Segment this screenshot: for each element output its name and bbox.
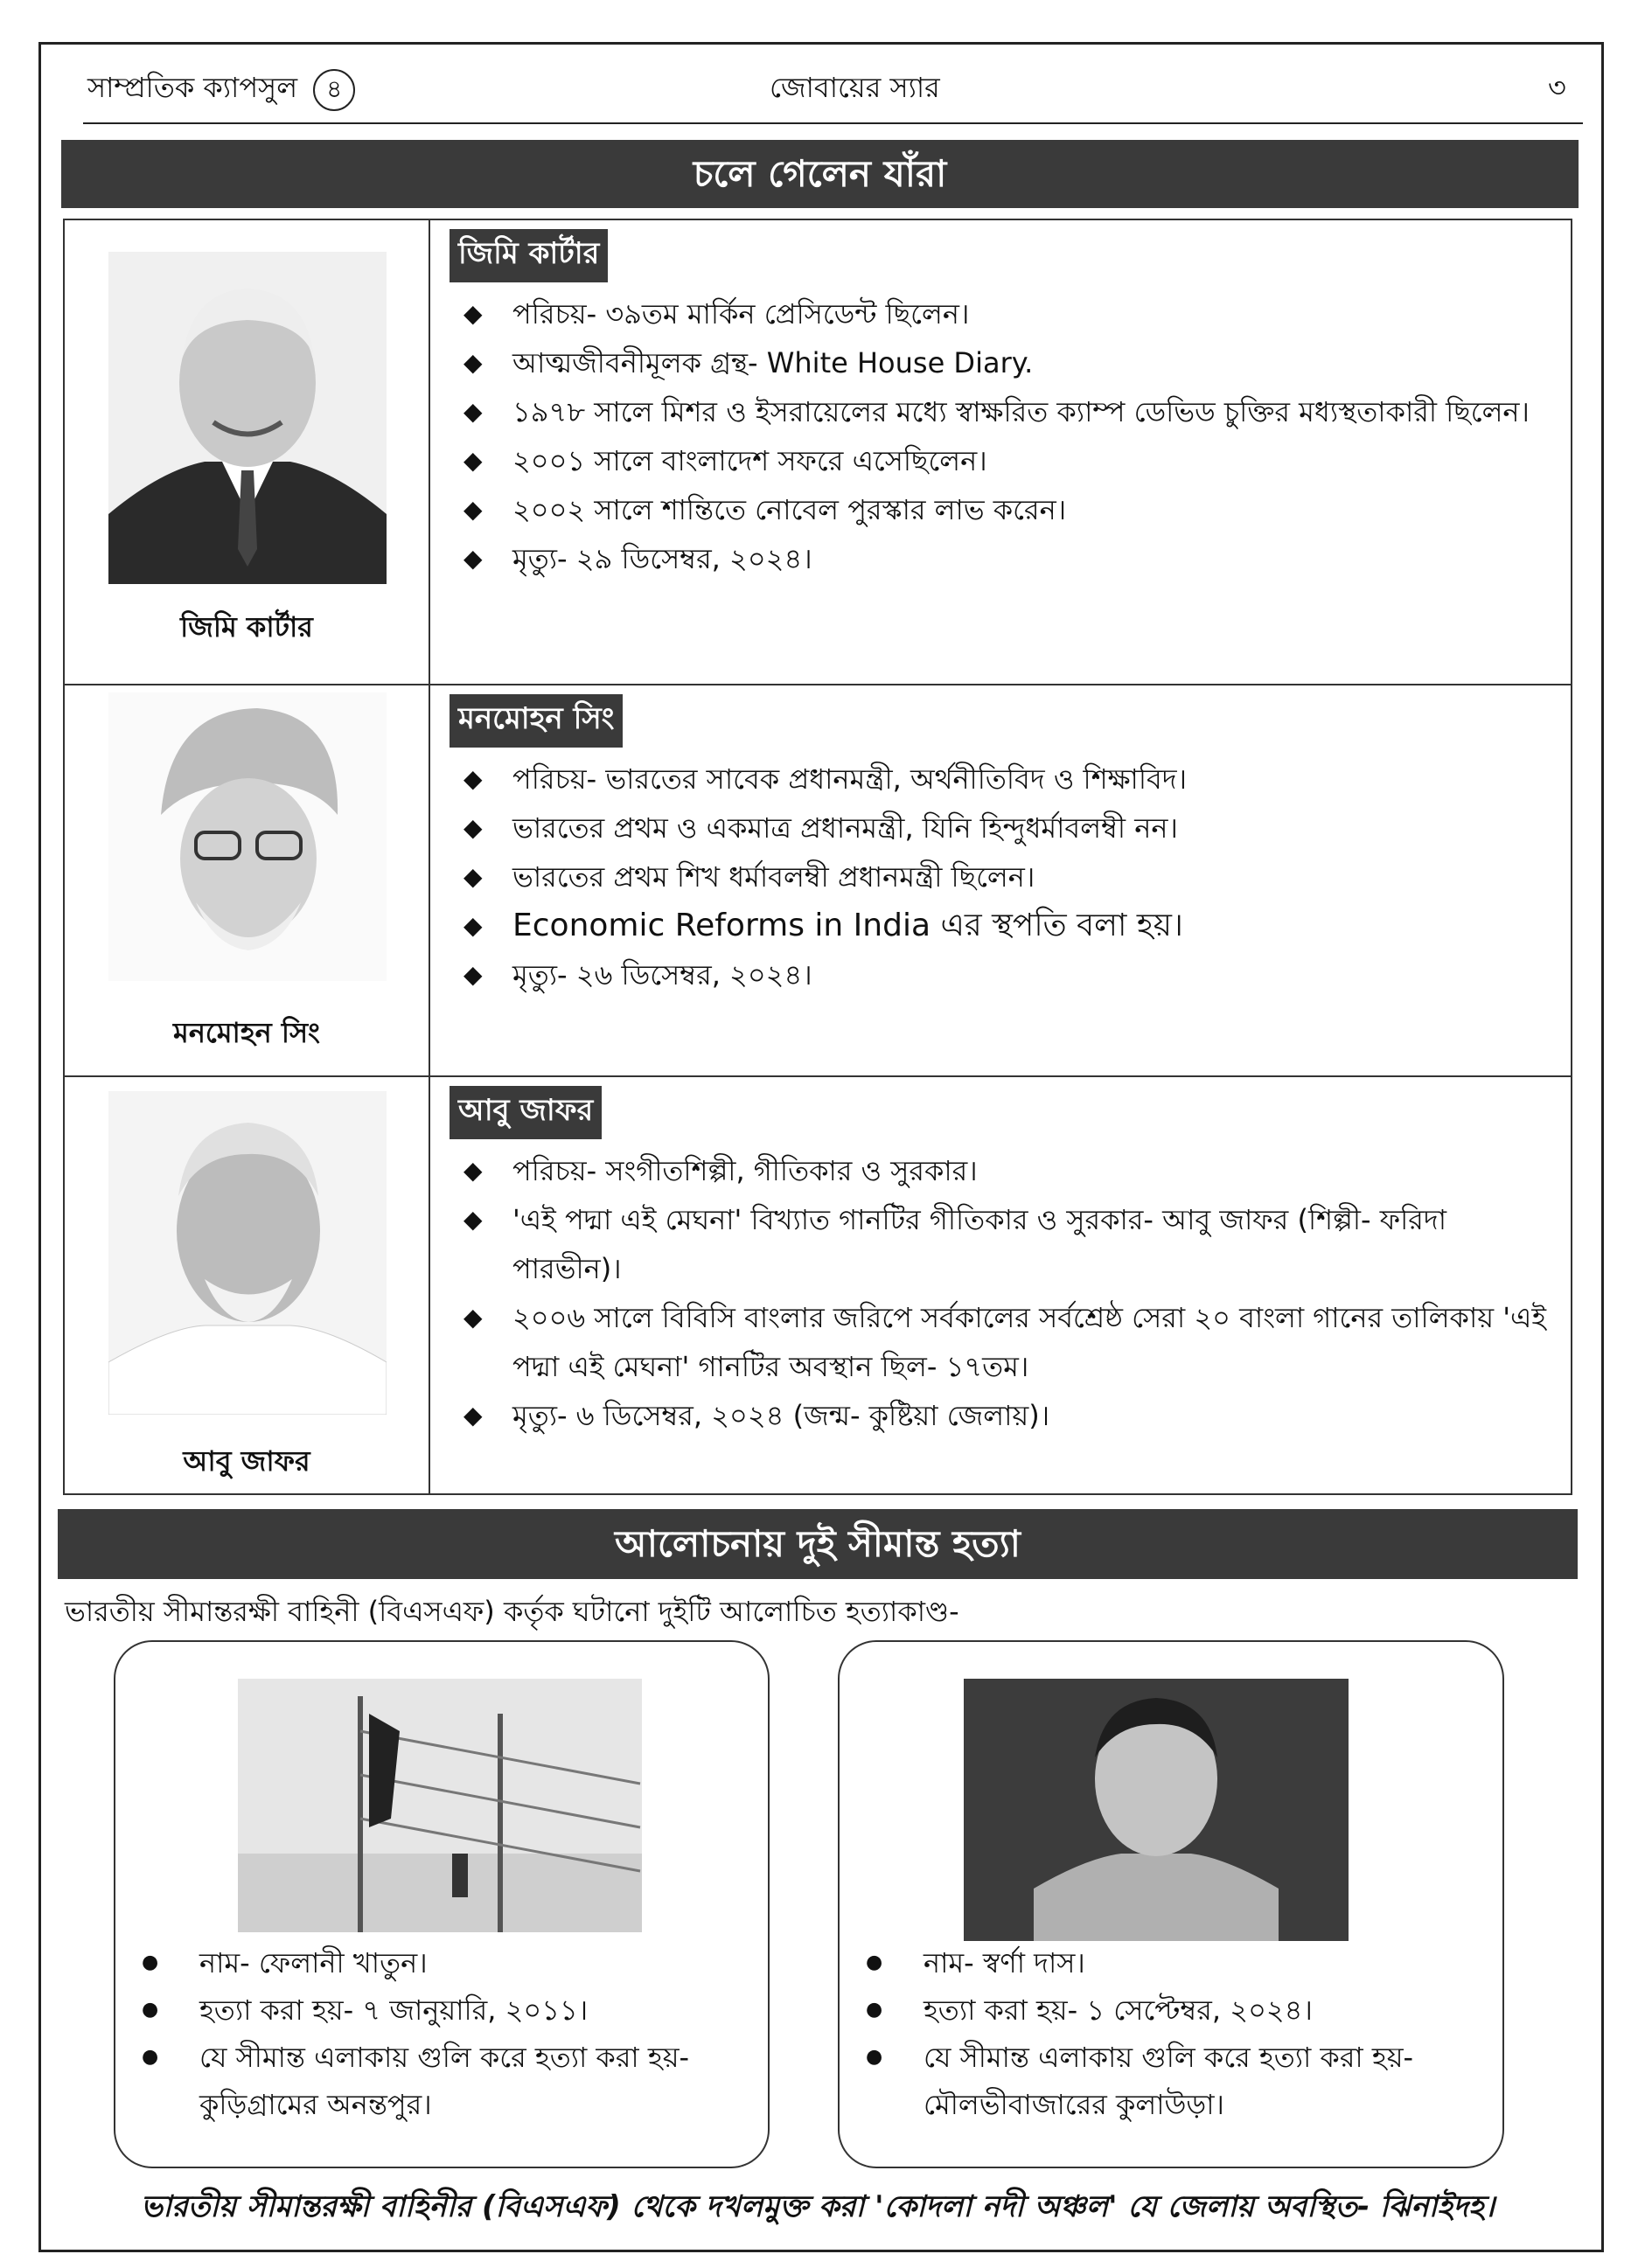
person-name: আবু জাফর <box>450 1086 602 1139</box>
person-photo <box>108 1091 387 1415</box>
list-item: ◆ ভারতের প্রথম শিখ ধর্মাবলম্বী প্রধানমন্ত্রী ছিলেন। <box>450 852 1560 901</box>
list-item: ◆ পরিচয়- ভারতের সাবেক প্রধানমন্ত্রী, অর্থনীতিবিদ ও শিক্ষাবিদ। <box>450 755 1560 804</box>
case-photo <box>238 1679 642 1932</box>
page-number: ৩ <box>1548 71 1566 104</box>
person-name: মনমোহন সিং <box>450 694 623 748</box>
list-item: ● যে সীমান্ত এলাকায় গুলি করে হত্যা করা হয়- মৌলভীবাজারের কুলাউড়া। <box>866 2034 1478 2128</box>
footer-fact: ভারতীয় সীমান্তরক্ষী বাহিনীর (বিএসএফ) থেকে দখলমুক্ত করা 'কোদলা নদী অঞ্চল' যে জেলায় অবস্থিত- ঝিনাইদহ। <box>140 2189 1495 2224</box>
person-photo-illustration <box>108 252 387 584</box>
list-item: ◆ পরিচয়- সংগীতশিল্পী, গীতিকার ও সুরকার। <box>450 1146 1560 1195</box>
list-item: ◆ Economic Reforms in India এর স্থপতি বলা হয়। <box>450 901 1560 950</box>
person-caption: মনমোহন সিং <box>173 1016 320 1049</box>
header-divider <box>83 122 1583 124</box>
case-photo <box>964 1679 1349 1941</box>
person-photo-illustration <box>108 692 387 981</box>
person-photo <box>108 692 387 981</box>
list-item: ◆ মৃত্যু- ২৯ ডিসেম্বর, ২০২৪। <box>450 534 1560 583</box>
obituary-table <box>63 219 1572 1495</box>
list-item: ◆ মৃত্যু- ৬ ডিসেম্বর, ২০২৪ (জন্ম- কুষ্টিয়া জেলায়)। <box>450 1391 1560 1440</box>
list-item: ◆ আত্মজীবনীমূলক গ্রন্থ- White House Diary. <box>450 338 1560 387</box>
case-details <box>866 1939 1478 2128</box>
photo-cell <box>65 220 430 684</box>
person-info <box>450 1086 1560 1440</box>
person-info <box>450 229 1560 583</box>
list-item: ● যে সীমান্ত এলাকায় গুলি করে হত্যা করা হয়- কুড়িগ্রামের অনন্তপুর। <box>142 2034 754 2128</box>
section-title-border-killings: আলোচনায় দুই সীমান্ত হত্যা <box>58 1509 1578 1579</box>
list-item: ● নাম- ফেলানী খাতুন। <box>142 1939 754 1986</box>
header-capsule-number: ৪ <box>313 69 355 111</box>
list-item: ◆ মৃত্যু- ২৬ ডিসেম্বর, ২০২৪। <box>450 950 1560 999</box>
photo-cell <box>65 1077 430 1493</box>
list-item: ◆ ২০০১ সালে বাংলাদেশ সফরে এসেছিলেন। <box>450 436 1560 485</box>
list-item: ◆ ভারতের প্রথম ও একমাত্র প্রধানমন্ত্রী, যিনি হিন্দুধর্মাবলম্বী নন। <box>450 804 1560 852</box>
case-photo-illustration <box>964 1679 1349 1941</box>
list-item: ● নাম- স্বর্ণা দাস। <box>866 1939 1478 1986</box>
person-caption: আবু জাফর <box>183 1444 310 1478</box>
list-item: ◆ ২০০৬ সালে বিবিসি বাংলার জরিপে সর্বকালের সর্বশ্রেষ্ঠ সেরা ২০ বাংলা গানের তালিকায় 'এই পদ্মা এই মেঘনা' গানটির অবস্থান ছিল- ১৭তম। <box>450 1293 1560 1391</box>
list-item: ◆ পরিচয়- ৩৯তম মার্কিন প্রেসিডেন্ট ছিলেন। <box>450 289 1560 338</box>
table-row <box>65 1077 1571 1493</box>
header-author: জোবায়ের স্যার <box>770 71 940 104</box>
table-row <box>65 685 1571 1077</box>
person-info <box>450 694 1560 999</box>
header-capsule <box>87 66 355 113</box>
list-item: ◆ ২০০২ সালে শান্তিতে নোবেল পুরস্কার লাভ করেন। <box>450 485 1560 534</box>
case-card <box>838 1640 1504 2168</box>
section-title-obituaries: চলে গেলেন যাঁরা <box>61 140 1579 208</box>
list-item: ◆ ১৯৭৮ সালে মিশর ও ইসরায়েলের মধ্যে স্বাক্ষরিত ক্যাম্প ডেভিড চুক্তির মধ্যস্থতাকারী ছিলেন। <box>450 387 1560 436</box>
table-row <box>65 220 1571 685</box>
case-card <box>114 1640 770 2168</box>
person-photo <box>108 252 387 584</box>
section-intro: ভারতীয় সীমান্তরক্ষী বাহিনী (বিএসএফ) কর্তৃক ঘটানো দুইটি আলোচিত হত্যাকাণ্ড- <box>65 1595 959 1628</box>
photo-cell <box>65 685 430 1075</box>
list-item: ● হত্যা করা হয়- ৭ জানুয়ারি, ২০১১। <box>142 1986 754 2034</box>
list-item: ● হত্যা করা হয়- ১ সেপ্টেম্বর, ২০২৪। <box>866 1986 1478 2034</box>
case-photo-illustration <box>238 1679 642 1932</box>
person-photo-illustration <box>108 1091 387 1415</box>
person-caption: জিমি কার্টার <box>180 610 313 644</box>
header-capsule-title: সাম্প্রতিক ক্যাপসুল <box>87 71 298 104</box>
case-details <box>142 1939 754 2128</box>
list-item: ◆ 'এই পদ্মা এই মেঘনা' বিখ্যাত গানটির গীতিকার ও সুরকার- আবু জাফর (শিল্পী- ফরিদা পারভীন)। <box>450 1195 1560 1293</box>
person-name: জিমি কার্টার <box>450 229 608 282</box>
